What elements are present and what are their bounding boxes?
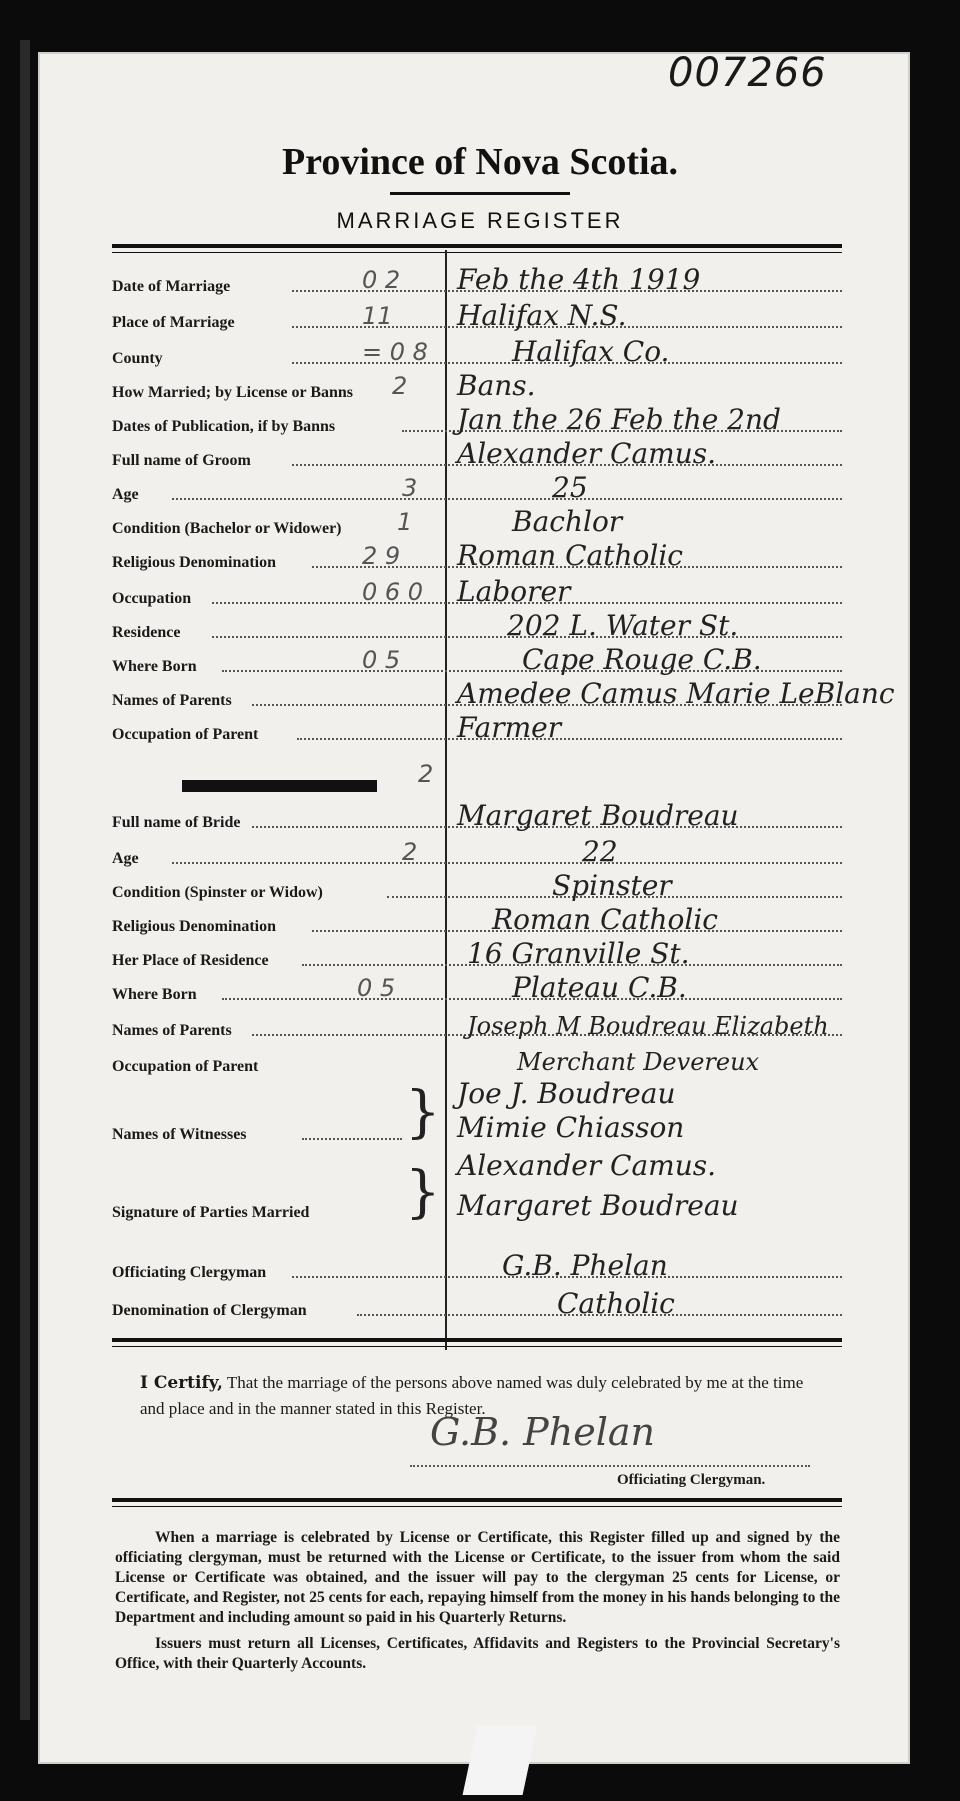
clergy-signature: G.B. Phelan [430,1410,655,1454]
row-bride-residence [112,938,842,972]
row-witnesses [112,1112,842,1146]
row-county [112,336,842,370]
field-label: Dates of Publication, if by Banns [112,418,336,435]
field-label: Where Born [112,658,197,675]
field-label: Full name of Bride [112,814,241,831]
field-label: Signature of Parties Married [112,1204,310,1221]
row-bride-where-born [112,972,842,1006]
field-label: Names of Parents [112,1022,232,1039]
field-code: 2 9 [362,542,401,570]
row-groom-parents [112,677,895,712]
notice-paragraph-2: Issuers must return all Licenses, Certificates, Affidavits and Registers to the Provincial Secretary's Office, with their Quarterly Accounts. [115,1635,840,1672]
row-officiating-clergyman [112,1250,842,1284]
dot-leader [172,862,842,864]
title-rule [390,192,570,195]
witnesses-brace: } [405,1080,441,1145]
field-label: Denomination of Clergyman [112,1302,307,1319]
witness-1-value: Joe J. Boudreau [457,1077,676,1110]
field-value: G.B. Phelan [502,1249,668,1282]
field-value: Catholic [557,1287,675,1320]
field-label: Age [112,850,139,867]
row-bride-age [112,836,842,870]
field-value: Jan the 26 Feb the 2nd [457,403,781,436]
form-title: Province of Nova Scotia. [281,141,679,183]
field-code: 2 [392,372,408,400]
party-2-value: Margaret Boudreau [457,1189,739,1222]
signature-line [410,1465,810,1467]
field-label: Names of Witnesses [112,1126,247,1143]
field-label: Condition (Bachelor or Widower) [112,520,342,537]
field-code: 11 [362,302,393,330]
field-value: Spinster [552,869,672,902]
row-groom-where-born [112,644,842,678]
row-how-married [112,370,842,404]
field-label: Her Place of Residence [112,952,269,969]
field-label: County [112,350,163,367]
field-label: How Married; by License or Banns [112,384,354,401]
row-groom-condition [112,506,842,540]
field-value: Feb the 4th 1919 [457,263,701,296]
row-party-1 [112,1150,842,1184]
section-separator-bar [182,780,377,792]
field-label: Residence [112,624,181,641]
row-bride-name [112,800,842,834]
row-date-of-marriage [112,264,842,298]
field-value: 22 [582,835,618,868]
row-bride-religion [112,904,842,938]
row-witness-1 [112,1078,842,1112]
field-value: Alexander Camus. [457,437,717,470]
field-label: Where Born [112,986,197,1003]
field-label: Religious Denomination [112,918,277,935]
dot-leader [302,1138,402,1140]
row-groom-residence [112,610,842,644]
dot-leader [172,498,842,500]
row-bride-condition [112,870,842,904]
field-code: 0 5 [357,974,396,1002]
field-label: Occupation of Parent [112,1058,259,1075]
row-dates-of-publication [112,404,842,438]
row-parties [112,1190,842,1224]
header-rule-thin [112,252,842,253]
certify-lead: I Certify, [140,1373,223,1393]
header-rule-thick [112,244,842,248]
field-value: Margaret Boudreau [457,799,739,832]
parties-brace: } [405,1160,441,1225]
field-label: Religious Denomination [112,554,277,571]
form-subtitle: MARRIAGE REGISTER [336,208,624,233]
field-value: Merchant Devereux [517,1048,760,1076]
notice-rule-thick [112,1498,842,1502]
witness-2-value: Mimie Chiasson [457,1111,685,1144]
row-bride-parents [112,1008,842,1042]
field-label: Age [112,486,139,503]
row-groom-occupation [112,576,842,610]
field-value: Cape Rouge C.B. [522,643,762,676]
field-value: Laborer [457,575,571,608]
field-code: 0 5 [362,646,401,674]
field-label: Occupation of Parent [112,726,259,743]
scan-edge [20,40,30,1720]
field-value: Halifax N.S. [457,299,627,332]
field-value: Bachlor [512,505,623,538]
row-groom-religion [112,540,842,574]
dot-leader [297,738,842,740]
field-value: Joseph M Boudreau Elizabeth [467,1012,829,1040]
serial-number: 007266 [668,50,827,96]
notice-paragraph-1: When a marriage is celebrated by License or Certificate, this Register filled up and signed by the officiating clergyman, must be returned with the License or Certificate, to the issuer from whom the said License or Certificate was obtained, and the issuer will pay to the clergyman 25 cents for License, or Certificate, and Register, not 25 cents for each, repaying himself from the money in his hands belonging to the Department and including amount so paid in his Quarterly Returns. [115,1529,840,1626]
field-value: Roman Catholic [492,903,718,936]
signature-caption: Officiating Clergyman. [617,1472,766,1488]
field-value: Amedee Camus Marie LeBlanc [457,677,895,710]
field-value: Plateau C.B. [512,971,687,1004]
separator-code: 2 [418,760,434,788]
row-groom-parent-occupation [112,712,842,746]
field-label: Occupation [112,590,192,607]
certify-body: That the marriage of the persons above named was duly celebrated by me at the time and place and in the manner stated in this Register. [140,1373,804,1418]
field-value: Bans. [457,369,536,402]
field-value: Halifax Co. [512,335,670,368]
field-code: 0 6 0 [362,578,424,606]
row-clergy-denomination [112,1288,842,1322]
certify-rule-thin [112,1346,842,1347]
party-1-value: Alexander Camus. [457,1149,717,1182]
field-label: Full name of Groom [112,452,251,469]
field-code: 0 2 [362,266,401,294]
field-label: Place of Marriage [112,314,235,331]
field-label: Date of Marriage [112,278,231,295]
field-value: 25 [552,471,588,504]
field-value: 16 Granville St. [467,937,690,970]
field-code: 2 [402,838,418,866]
field-value: Farmer [457,711,562,744]
field-value: 202 L. Water St. [507,609,739,642]
field-value: Roman Catholic [457,539,683,572]
row-groom-age [112,472,842,506]
instructions-notice [115,1528,840,1680]
field-label: Condition (Spinster or Widow) [112,884,323,901]
row-place-of-marriage [112,300,842,334]
field-label: Officiating Clergyman [112,1264,267,1281]
field-code: 1 [397,508,413,536]
notice-rule-thin [112,1506,842,1507]
row-groom-name [112,438,842,472]
certify-rule-thick [112,1338,842,1342]
field-code: 3 [402,474,418,502]
row-bride-parent-occupation [112,1044,842,1078]
field-label: Names of Parents [112,692,232,709]
field-code: = 0 8 [362,338,428,366]
